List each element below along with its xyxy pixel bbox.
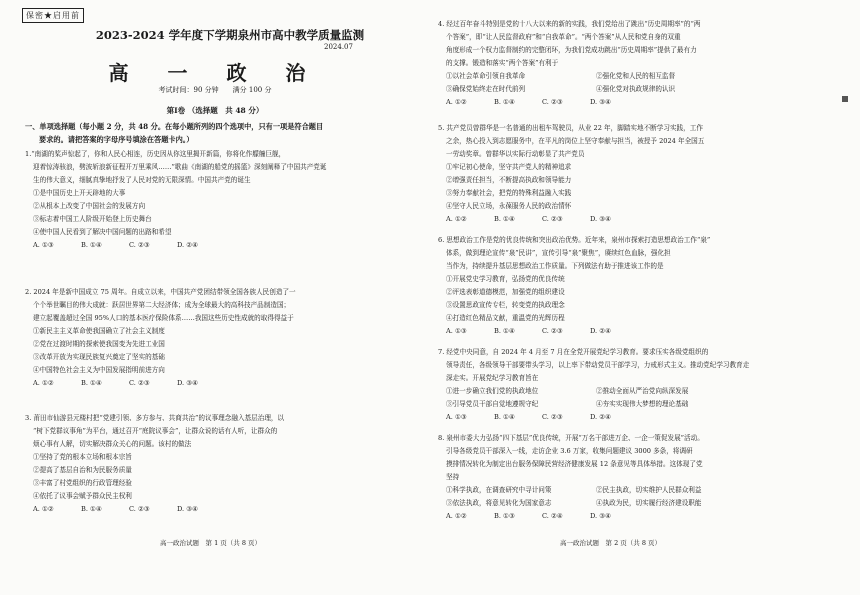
option-2: ②强化党和人民的相互监督 [596, 72, 676, 80]
question-6 [438, 234, 838, 338]
answer-choices [438, 411, 838, 424]
choice-d: D. ②④ [177, 241, 199, 249]
subject-title: 高 一 政 治 [108, 61, 322, 85]
option-1: ①科学执政，在调查研究中寻计问策 [446, 486, 552, 494]
question-line: 当作为，持续提升基层思想政治工作质量。下列做法有助于推进该工作的是 [446, 262, 664, 270]
choice-a: A. ①② [446, 512, 467, 520]
option-2: ②党在过渡时期的探索使我国变为先进工业国 [33, 340, 165, 348]
option-2: ②从根本上改变了中国社会的发展方向 [33, 202, 146, 210]
option-3: ③努力奉献社会，把党的特殊利益融入实践 [446, 189, 572, 197]
choice-d: D. ②④ [590, 327, 612, 335]
option-1: ①是中国历史上开天辟地的大事 [33, 189, 126, 197]
option-4: ④依托了议事会赋予群众民主权利 [33, 492, 132, 500]
choice-b: B. ①④ [494, 98, 515, 106]
choice-c: C. ②③ [542, 215, 563, 223]
option-2: ②增强责任担当，不断提高执政和领导能力 [446, 176, 572, 184]
question-3 [25, 412, 423, 516]
section-heading-line2: 要求的。请把答案的字母序号填涂在答题卡内。） [39, 135, 194, 144]
choice-d: D. ②④ [590, 413, 612, 421]
question-line: 体系，做到理论宣传“泉”民讲”，宣传引导“泉”聚焦”，赓续红色血脉，强化担 [446, 249, 671, 257]
option-row [438, 497, 838, 510]
option-1: ①坚持了党的根本立场和根本宗旨 [33, 453, 132, 461]
exam-title: 2023-2024 学年度下学期泉州市高中教学质量监测 [95, 28, 365, 42]
option-4: ④执政为民，切实履行经济建设职能 [596, 499, 702, 507]
choice-a: A. ①③ [446, 327, 467, 335]
option-1: ①新民主主义革命使我国确立了社会主义制度 [33, 327, 165, 335]
choice-c: C. ②④ [542, 512, 563, 520]
option-3: ③引导党员干部自觉地遵规守纪 [446, 400, 539, 408]
option-row [438, 83, 838, 96]
choice-c: C. ②③ [542, 327, 563, 335]
option-3: ③改革开放为实现民族复兴奠定了坚实的基础 [33, 353, 165, 361]
option-2: ②评选表彰道德模范，加强党的组织建设 [446, 288, 565, 296]
option-4: ④坚守人民立场，永葆服务人民的政治情怀 [446, 202, 572, 210]
option-row [438, 385, 838, 398]
question-line: 的支撑。锻造和落实“两个答案”有利于 [446, 59, 559, 67]
option-3: ③丰富了村党组织的行政管理经验 [33, 479, 132, 487]
question-line: 角度形成一个权力监督制约的完整闭环，为我们党成功跳出“历史周期率”提供了最有力 [446, 46, 697, 54]
choice-b: B. ①④ [81, 505, 102, 513]
choice-c: C. ②③ [129, 379, 150, 387]
volume-heading: 第Ⅰ卷 （选择题 共 48 分） [166, 106, 264, 115]
section-heading [25, 120, 420, 146]
option-4: ④使中国人民看到了解决中国问题的出路和希望 [33, 228, 172, 236]
answer-choices [25, 503, 423, 516]
section-heading-line1: 一、单项选择题（每小题 2 分，共 48 分。在每小题所列的四个选项中，只有一项是符合题目 [25, 122, 324, 131]
question-8 [438, 432, 838, 523]
option-4: ④夯实实现伟大梦想的理论基础 [596, 400, 689, 408]
question-line: 4. 经过百年奋斗特别是党的十八大以来的新的实践，我们党给出了跳出“历史周期率”的“两 [438, 20, 701, 28]
choice-b: B. ①④ [494, 327, 515, 335]
question-line: 个个举世瞩目的伟大成就：跃居世界第二大经济体；成为全球最大的高科技产品制造国； [33, 301, 291, 309]
question-line: 迎着惊涛骇浪，劈波斩浪新征程开万里乘风……”歌曲《南湖的船党的摇篮》深刻阐释了中国共产党诞 [33, 163, 327, 171]
option-3: ③确保党始终走在时代前列 [446, 85, 526, 93]
choice-d: D. ③④ [177, 379, 199, 387]
option-3: ③设置思政宣传专栏，转变党的执政理念 [446, 301, 565, 309]
question-line: 6. 思想政治工作是党的优良传统和突出政治优势。近年来，泉州市探索打造思想政治工作“泉” [438, 236, 711, 244]
option-2: ②民主执政，切实维护人民群众利益 [596, 486, 702, 494]
option-1: ①开展党史学习教育，弘扬党的优良传统 [446, 275, 565, 283]
choice-a: A. ①③ [33, 241, 54, 249]
option-1: ①牢记初心使命，坚守共产党人的精神追求 [446, 163, 572, 171]
choice-c: C. ②③ [129, 241, 150, 249]
choice-d: D. ③④ [590, 98, 612, 106]
question-line: 3. 莆田市仙游县元楼村把“党建引领、多方参与、共商共治”的议事理念融入基层治理，以 [25, 414, 285, 422]
option-row [438, 398, 838, 411]
answer-choices [438, 510, 838, 523]
choice-a: A. ①③ [446, 413, 467, 421]
option-row [438, 70, 838, 83]
question-5 [438, 122, 838, 226]
choice-d: D. ③④ [177, 505, 199, 513]
option-3: ③标志着中国工人阶级开始登上历史舞台 [33, 215, 152, 223]
page-footer: 高一政治试题 第 1 页（共 8 页） [160, 539, 262, 547]
option-1: ①以社会革命引领自我革命 [446, 72, 526, 80]
option-row [438, 484, 838, 497]
choice-d: D. ③④ [590, 215, 612, 223]
choice-b: B. ①④ [81, 241, 102, 249]
question-line: 1.“南湖的桨声惊起了，你和人民心相连，历史因从你这里揭开新篇，你将化作艨艟巨舰， [25, 150, 286, 158]
question-line: 深走实。开展党纪学习教育旨在 [446, 374, 539, 382]
answer-choices [438, 325, 838, 338]
choice-b: B. ①④ [494, 413, 515, 421]
option-4: ④强化党对执政规律的认识 [596, 85, 676, 93]
option-4: ④中国特色社会主义为中国发展指明前进方向 [33, 366, 165, 374]
choice-c: C. ②③ [129, 505, 150, 513]
question-line: 领导责任，各级领导干部要带头学习，以上率下带动党员干部学习，力戒形式主义。推动党纪学习教育走 [446, 361, 750, 369]
option-2: ②推动全面从严治党向纵深发展 [596, 387, 689, 395]
question-4 [438, 18, 838, 109]
question-line: 7. 经党中央同意，自 2024 年 4 月至 7 月在全党开展党纪学习教育。要求压实各级党组织的 [438, 348, 709, 356]
exam-date: 2024.07 [324, 43, 353, 51]
question-line: 烦心事有人解，切实解决群众关心的问题。该村的做法 [33, 440, 192, 448]
choice-d: D. ③④ [590, 512, 612, 520]
choice-b: B. ①③ [494, 512, 515, 520]
choice-c: C. ②③ [542, 98, 563, 106]
question-line: 8. 泉州市委大力弘扬“四下基层”优良传统，开展“万名干部进万企、一企一策促发展”活动。 [438, 434, 704, 442]
page-2 [430, 0, 860, 595]
choice-a: A. ①② [33, 379, 54, 387]
choice-b: B. ①④ [81, 379, 102, 387]
question-line: 建立起覆盖超过全国 95%人口的基本医疗保险体系……我国这些历史性成就的取得得益于 [33, 314, 294, 322]
question-line: 2. 2024 年是新中国成立 75 周年。自成立以来，中国共产党团结带领全国各族人民创造了一 [25, 288, 296, 296]
answer-choices [25, 239, 423, 252]
option-4: ④打造红色精品文献，重温党的光辉历程 [446, 314, 565, 322]
question-line: 坚持 [446, 473, 460, 481]
page-footer: 高一政治试题 第 2 页（共 8 页） [560, 539, 662, 547]
question-7 [438, 346, 838, 424]
choice-a: A. ①② [446, 215, 467, 223]
option-2: ②提高了基层自治和为民服务质量 [33, 466, 132, 474]
option-1: ①进一步确立我们党的执政地位 [446, 387, 539, 395]
option-3: ③依法执政，将意见转化为国家意志 [446, 499, 552, 507]
choice-c: C. ②③ [542, 413, 563, 421]
question-2 [25, 286, 423, 390]
choice-a: A. ①② [446, 98, 467, 106]
answer-choices [25, 377, 423, 390]
question-line: 个答案”，即“让人民监督政府”和“自我革命”。“两个答案”从人民和党自身的双重 [446, 33, 681, 41]
answer-choices [438, 213, 838, 226]
question-line: 一劳动奖章。曾群华以实际行动彰显了共产党员 [446, 150, 585, 158]
scan-edge-mark [842, 96, 848, 102]
question-line: 之余，热心投入到志愿服务中，在平凡的岗位上坚守奉献与担当，被授予 2024 年全国五 [446, 137, 705, 145]
answer-choices [438, 96, 838, 109]
question-1 [25, 148, 423, 252]
question-line: 引导各级党员干部深入一线，走访企业 3.6 万家，收集问题建议 3000 多条，将调研 [446, 447, 693, 455]
question-line: “树下党群议事角”为平台，通过召开“庭院议事会”，让群众说的话有人听，让群众的 [33, 427, 278, 435]
exam-meta: 考试时间：90 分钟 满分 100 分 [158, 86, 272, 94]
question-line: 摸排情况转化为制定出台服务保障民营经济健康发展 12 条意见等具体举措。这体现了党 [446, 460, 703, 468]
confidential-stamp: 保密★启用前 [22, 8, 84, 23]
choice-b: B. ①④ [494, 215, 515, 223]
choice-a: A. ①② [33, 505, 54, 513]
question-line: 5. 共产党员曾群华是一名普通的出租车驾驶员，从业 22 年，脚踏实地不断学习实践，工作 [438, 124, 703, 132]
question-line: 生的伟大意义，细腻真挚地抒发了人民对党的无限深情。中国共产党的诞生 [33, 176, 251, 184]
